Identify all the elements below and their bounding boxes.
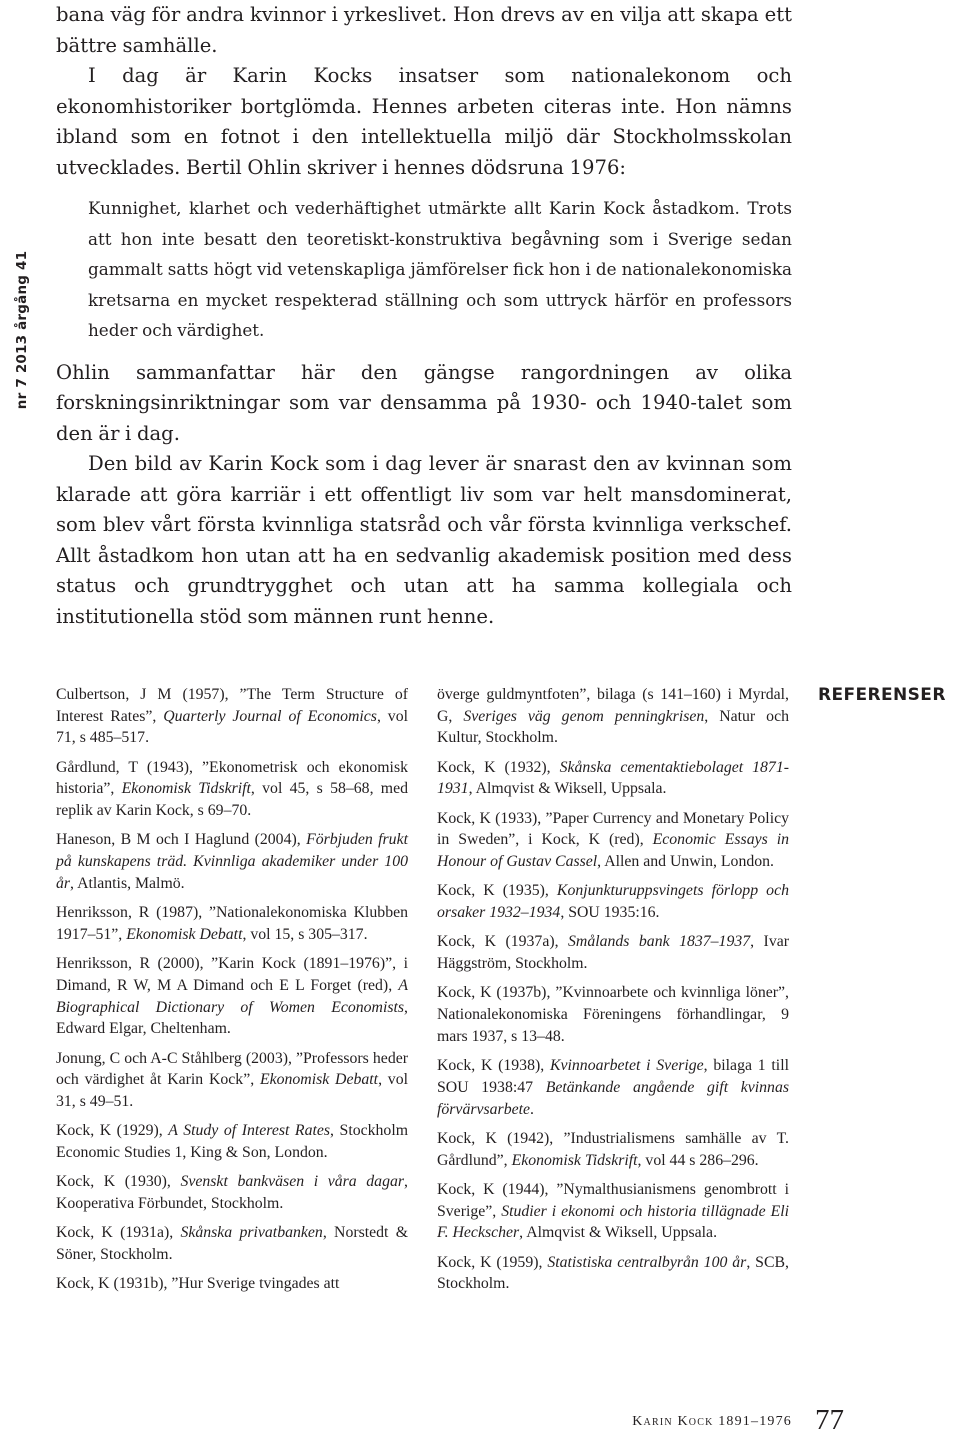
references-column-2 bbox=[437, 684, 789, 1303]
reference-item: Culbertson, J M (1957), ”The Term Structure of Interest Rates”, Quarterly Journal of Economics, vol 71, s 485–517. bbox=[56, 686, 408, 747]
reference-item: Kock, K (1935), Konjunkturuppsvingets förlopp och orsaker 1932–1934, SOU 1935:16. bbox=[437, 882, 789, 922]
reference-item: Kock, K (1942), ”Industrialismens samhälle av T. Gårdlund”, Ekonomisk Tidskrift, vol 44 s 286–296. bbox=[437, 1129, 789, 1169]
paragraph-3: Ohlin sammanfattar här den gängse rangordningen av olika forskningsinriktningar som var densamma på 1930- och 1940-talet som den är i dag. bbox=[56, 360, 792, 445]
reference-item: Kock, K (1938), Kvinnoarbetet i Sverige, bilaga 1 till SOU 1938:47 Betänkande angående gift kvinnas förvärvsarbete. bbox=[437, 1057, 790, 1118]
article-body bbox=[56, 0, 792, 632]
reference-item: Kock, K (1937a), Smålands bank 1837–1937, Ivar Häggström, Stockholm. bbox=[437, 933, 789, 973]
reference-item: Kock, K (1931b), ”Hur Sverige tvingades att bbox=[56, 1275, 340, 1293]
reference-item: Kock, K (1937b), ”Kvinnoarbete och kvinnliga löner”, Nationalekonomiska Föreningens förhandlingar, 9 mars 1937, s 13–48. bbox=[437, 984, 789, 1045]
page-number: 77 bbox=[815, 1404, 844, 1436]
reference-item: Kock, K (1929), A Study of Interest Rates, Stockholm Economic Studies 1, King & Son, London. bbox=[56, 1122, 408, 1161]
reference-item: Henriksson, R (2000), ”Karin Kock (1891–1976)”, i Dimand, R W, M A Dimand och E L Forget (red), A Biographical Dictionary of Women Economists, Edward Elgar, Cheltenham. bbox=[56, 955, 408, 1038]
reference-item: Kock, K (1930), Svenskt bankväsen i våra dagar, Kooperativa Förbundet, Stockholm. bbox=[56, 1173, 408, 1212]
reference-item: Gårdlund, T (1943), ”Ekonometrisk och ekonomisk historia”, Ekonomisk Tidskrift, vol 45, s 58–68, med replik av Karin Kock, s 69–70. bbox=[56, 758, 409, 820]
reference-item: Henriksson, R (1987), ”Nationalekonomiska Klubben 1917–51”, Ekonomisk Debatt, vol 15, s 305–317. bbox=[56, 904, 408, 943]
issue-label: nr 7 2013 årgång 41 bbox=[14, 250, 30, 410]
paragraph-4: Den bild av Karin Kock som i dag lever är snarast den av kvinnan som klarade att göra karriär i ett offentligt liv som var helt mansdominerat, som blev vårt första kvinnliga statsråd och vår första kvinnliga verkschef. Allt åstadkom hon utan att ha en sedvanlig akademisk position med dess status och grundtrygghet och utan att ha samma kollegiala och institutionella stöd som männen runt henne. bbox=[56, 452, 792, 628]
references-column-1 bbox=[56, 684, 408, 1303]
reference-item: Kock, K (1933), ”Paper Currency and Monetary Policy in Sweden”, i Kock, K (red), Economic Essays in Honour of Gustav Cassel, Allen and Unwin, London. bbox=[437, 809, 789, 871]
reference-item: Kock, K (1931a), Skånska privatbanken, Norstedt & Söner, Stockholm. bbox=[56, 1224, 408, 1263]
reference-item: överge guldmyntfoten”, bilaga (s 141–160) i Myrdal, G, Sveriges väg genom penningkrisen, Natur och Kultur, Stockholm. bbox=[437, 686, 789, 747]
reference-item: Haneson, B M och I Haglund (2004), Förbjuden frukt på kunskapens träd. Kvinnliga akademiker under 100 år, Atlantis, Malmö. bbox=[56, 831, 408, 892]
reference-item: Jonung, C och A-C Ståhlberg (2003), ”Professors heder och värdighet åt Karin Kock”, Ekonomisk Debatt, vol 31, s 49–51. bbox=[56, 1049, 408, 1110]
paragraph-2: I dag är Karin Kocks insatser som nationalekonom och ekonomhistoriker bortglömda. Hennes arbeten citeras inte. Hon nämns ibland som en fotnot i den intellektuella miljö där Stockholmsskolan utvecklades. Bertil Ohlin skriver i hennes dödsruna 1976: bbox=[56, 64, 792, 179]
reference-item: Kock, K (1959), Statistiska centralbyrån 100 år, SCB, Stockholm. bbox=[437, 1253, 789, 1293]
references-heading: REFERENSER bbox=[818, 685, 946, 705]
running-title: Karin Kock 1891–1976 bbox=[632, 1414, 792, 1429]
reference-item: Kock, K (1932), Skånska cementaktiebolaget 1871-1931, Almqvist & Wiksell, Uppsala. bbox=[437, 758, 789, 798]
block-quote: Kunnighet, klarhet och vederhäftighet utmärkte allt Karin Kock åstadkom. Trots att hon inte besatt den teoretiskt-konstruktiva begåvning som i Sverige sedan gammalt satts högt vid vetenskapliga jämförelser fick hon i de nationalekonomiska kretsarna en mycket respekterad ställning och som uttryck härför en professors heder och värdighet. bbox=[88, 198, 792, 340]
reference-item: Kock, K (1944), ”Nymalthusianismens genombrott i Sverige”, Studier i ekonomi och historia tillägnade Eli F. Heckscher, Almqvist & Wiksell, Uppsala. bbox=[437, 1180, 789, 1242]
paragraph-1: bana väg för andra kvinnor i yrkeslivet. Hon drevs av en vilja att skapa ett bättre samhälle. bbox=[56, 3, 792, 57]
